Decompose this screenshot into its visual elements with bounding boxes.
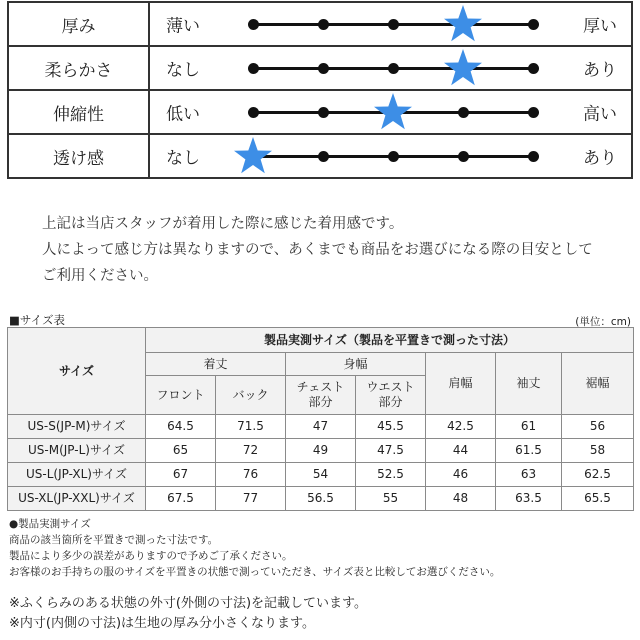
hem-value: 65.5 xyxy=(562,487,634,511)
feel-row xyxy=(8,90,632,134)
table-row xyxy=(8,463,634,487)
scale-dot xyxy=(388,63,399,74)
waist-value: 55 xyxy=(356,487,426,511)
feel-row xyxy=(8,134,632,178)
chest-value: 54 xyxy=(286,463,356,487)
scale-dot xyxy=(528,151,539,162)
waist-value: 45.5 xyxy=(356,415,426,439)
scale-dot xyxy=(528,63,539,74)
scale-dot xyxy=(458,151,469,162)
size-cell: US-M(JP-L)サイズ xyxy=(8,439,146,463)
length-front-value: 67.5 xyxy=(146,487,216,511)
unit-label: (単位：cm) xyxy=(575,316,631,328)
feel-scale-cell xyxy=(149,134,632,178)
scale-dot xyxy=(318,19,329,30)
length-back-header: バック xyxy=(216,376,286,415)
scale-dot xyxy=(248,63,259,74)
size-table-main-header: 製品実測サイズ（製品を平置きで測った寸法） xyxy=(146,328,634,353)
scale-dot xyxy=(318,151,329,162)
feel-high-label: 厚い xyxy=(583,16,617,37)
shoulder-value: 48 xyxy=(426,487,496,511)
footnote-line-2: 製品により多少の誤差がありますので予めご了承ください。 xyxy=(9,550,293,562)
scale-dot xyxy=(528,107,539,118)
footnote-line-1: 商品の該当箇所を平置きで測った寸法です。 xyxy=(9,534,219,546)
length-back-value: 77 xyxy=(216,487,286,511)
hem-value: 62.5 xyxy=(562,463,634,487)
sleeve-value: 61.5 xyxy=(496,439,562,463)
star-icon xyxy=(373,92,413,132)
star-icon xyxy=(233,136,273,176)
hem-value: 56 xyxy=(562,415,634,439)
scale-dot xyxy=(528,19,539,30)
feel-label: 透け感 xyxy=(8,134,149,178)
scale-dot xyxy=(388,19,399,30)
feel-low-label: なし xyxy=(166,148,200,169)
feel-low-label: 低い xyxy=(166,104,200,125)
scale-dot xyxy=(248,107,259,118)
feel-high-label: 高い xyxy=(583,104,617,125)
feel-scale-cell xyxy=(149,90,632,134)
chest-value: 49 xyxy=(286,439,356,463)
length-back-value: 71.5 xyxy=(216,415,286,439)
footnote-line-3: お客様のお手持ちの服のサイズを平置きの状態で測っていただき、サイズ表と比較してお選びください。 xyxy=(9,566,501,578)
feel-low-label: なし xyxy=(166,60,200,81)
feel-high-label: あり xyxy=(583,60,617,81)
note-line-3: ご利用ください。 xyxy=(42,268,158,284)
feel-high-label: あり xyxy=(583,148,617,169)
size-table-caption: ■サイズ表 xyxy=(9,313,65,327)
footnote-title: ●製品実測サイズ xyxy=(9,518,91,530)
feel-label: 厚み xyxy=(8,2,149,46)
sleeve-header: 袖丈 xyxy=(496,353,562,415)
chest-value: 56.5 xyxy=(286,487,356,511)
shoulder-header: 肩幅 xyxy=(426,353,496,415)
chest-value: 47 xyxy=(286,415,356,439)
size-header: サイズ xyxy=(8,328,146,415)
size-table xyxy=(7,327,634,511)
length-front-header: フロント xyxy=(146,376,216,415)
table-row xyxy=(8,487,634,511)
scale-dot xyxy=(318,63,329,74)
feel-table xyxy=(7,1,633,179)
length-back-value: 72 xyxy=(216,439,286,463)
footnote-outer: ※ふくらみのある状態の外寸(外側の寸法)を記載しています。 xyxy=(9,596,367,611)
feel-row xyxy=(8,46,632,90)
feel-label: 柔らかさ xyxy=(8,46,149,90)
waist-value: 47.5 xyxy=(356,439,426,463)
width-header: 身幅 xyxy=(286,353,426,376)
feel-label: 伸縮性 xyxy=(8,90,149,134)
feel-row xyxy=(8,2,632,46)
sleeve-value: 63.5 xyxy=(496,487,562,511)
length-back-value: 76 xyxy=(216,463,286,487)
scale-dot xyxy=(458,107,469,118)
size-cell: US-L(JP-XL)サイズ xyxy=(8,463,146,487)
length-front-value: 67 xyxy=(146,463,216,487)
length-front-value: 64.5 xyxy=(146,415,216,439)
hem-value: 58 xyxy=(562,439,634,463)
scale-dot xyxy=(318,107,329,118)
table-row xyxy=(8,415,634,439)
star-icon xyxy=(443,4,483,44)
waist-header xyxy=(356,376,426,415)
feel-scale-cell xyxy=(149,2,632,46)
shoulder-value: 44 xyxy=(426,439,496,463)
size-cell: US-XL(JP-XXL)サイズ xyxy=(8,487,146,511)
note-line-2: 人によって感じ方は異なりますので、あくまでも商品をお選びになる際の目安として xyxy=(42,242,593,258)
table-row xyxy=(8,439,634,463)
shoulder-value: 46 xyxy=(426,463,496,487)
chest-header xyxy=(286,376,356,415)
waist-value: 52.5 xyxy=(356,463,426,487)
length-header: 着丈 xyxy=(146,353,286,376)
shoulder-value: 42.5 xyxy=(426,415,496,439)
sleeve-value: 63 xyxy=(496,463,562,487)
chest-header-label: チェスト部分 xyxy=(296,380,345,409)
note-line-1: 上記は当店スタッフが着用した際に感じた着用感です。 xyxy=(42,216,404,232)
length-front-value: 65 xyxy=(146,439,216,463)
scale-dot xyxy=(248,19,259,30)
size-cell: US-S(JP-M)サイズ xyxy=(8,415,146,439)
feel-scale-cell xyxy=(149,46,632,90)
scale-dot xyxy=(388,151,399,162)
feel-low-label: 薄い xyxy=(166,16,200,37)
sleeve-value: 61 xyxy=(496,415,562,439)
footnote-inner: ※内寸(内側の寸法)は生地の厚み分小さくなります。 xyxy=(9,616,315,631)
star-icon xyxy=(443,48,483,88)
waist-header-label: ウエスト部分 xyxy=(366,380,415,409)
hem-header: 裾幅 xyxy=(562,353,634,415)
